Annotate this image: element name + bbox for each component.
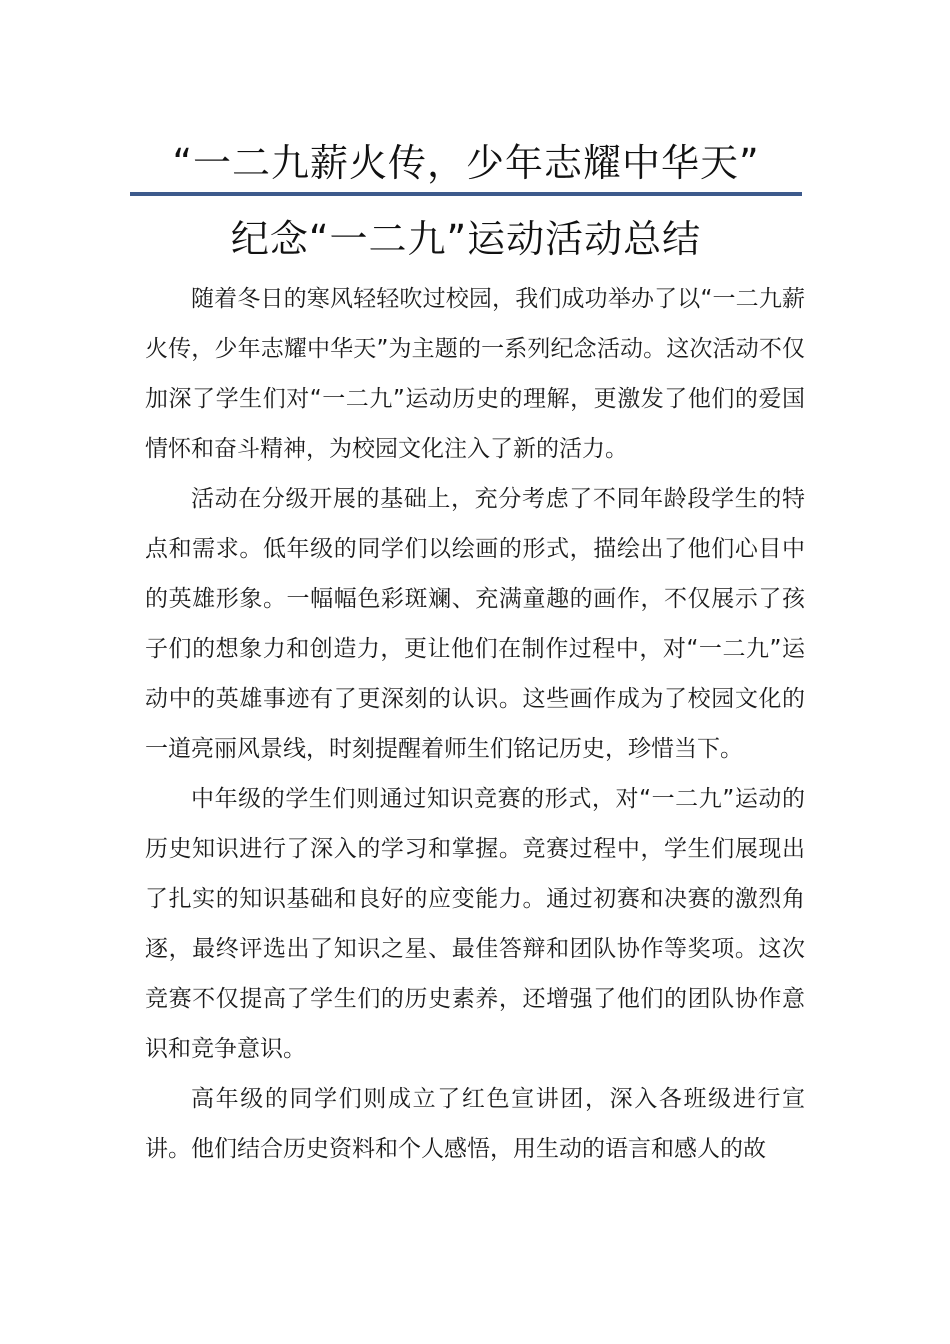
document-title: “一二九薪火传，少年志耀中华天”	[172, 141, 760, 185]
paragraph-3: 中年级的学生们则通过知识竞赛的形式，对“一二九”运动的历史知识进行了深入的学习和掌握。竞赛过程中，学生们展现出了扎实的知识基础和良好的应变能力。通过初赛和决赛的激烈角逐，最终评选出了知识之星、最佳答辩和团队协作等奖项。这次竞赛不仅提高了学生们的历史素养，还增强了他们的团队协作意识和竞争意识。	[145, 786, 805, 1062]
paragraph-2: 活动在分级开展的基础上，充分考虑了不同年龄段学生的特点和需求。低年级的同学们以绘画的形式，描绘出了他们心目中的英雄形象。一幅幅色彩斑斓、充满童趣的画作，不仅展示了孩子们的想象力和创造力，更让他们在制作过程中，对“一二九”运动中的英雄事迹有了更深刻的认识。这些画作成为了校园文化的一道亮丽风景线，时刻提醒着师生们铭记历史，珍惜当下。	[145, 486, 805, 762]
paragraph-1: 随着冬日的寒风轻轻吹过校园，我们成功举办了以“一二九薪火传，少年志耀中华天”为主题的一系列纪念活动。这次活动不仅加深了学生们对“一二九”运动历史的理解，更激发了他们的爱国情怀和奋斗精神，为校园文化注入了新的活力。	[145, 286, 805, 462]
title-divider	[130, 192, 802, 196]
paragraph-4: 高年级的同学们则成立了红色宣讲团，深入各班级进行宣讲。他们结合历史资料和个人感悟，用生动的语言和感人的故	[145, 1086, 805, 1162]
document-body	[145, 274, 805, 1174]
document-subtitle: 纪念“一二九”运动活动总结	[230, 217, 702, 261]
